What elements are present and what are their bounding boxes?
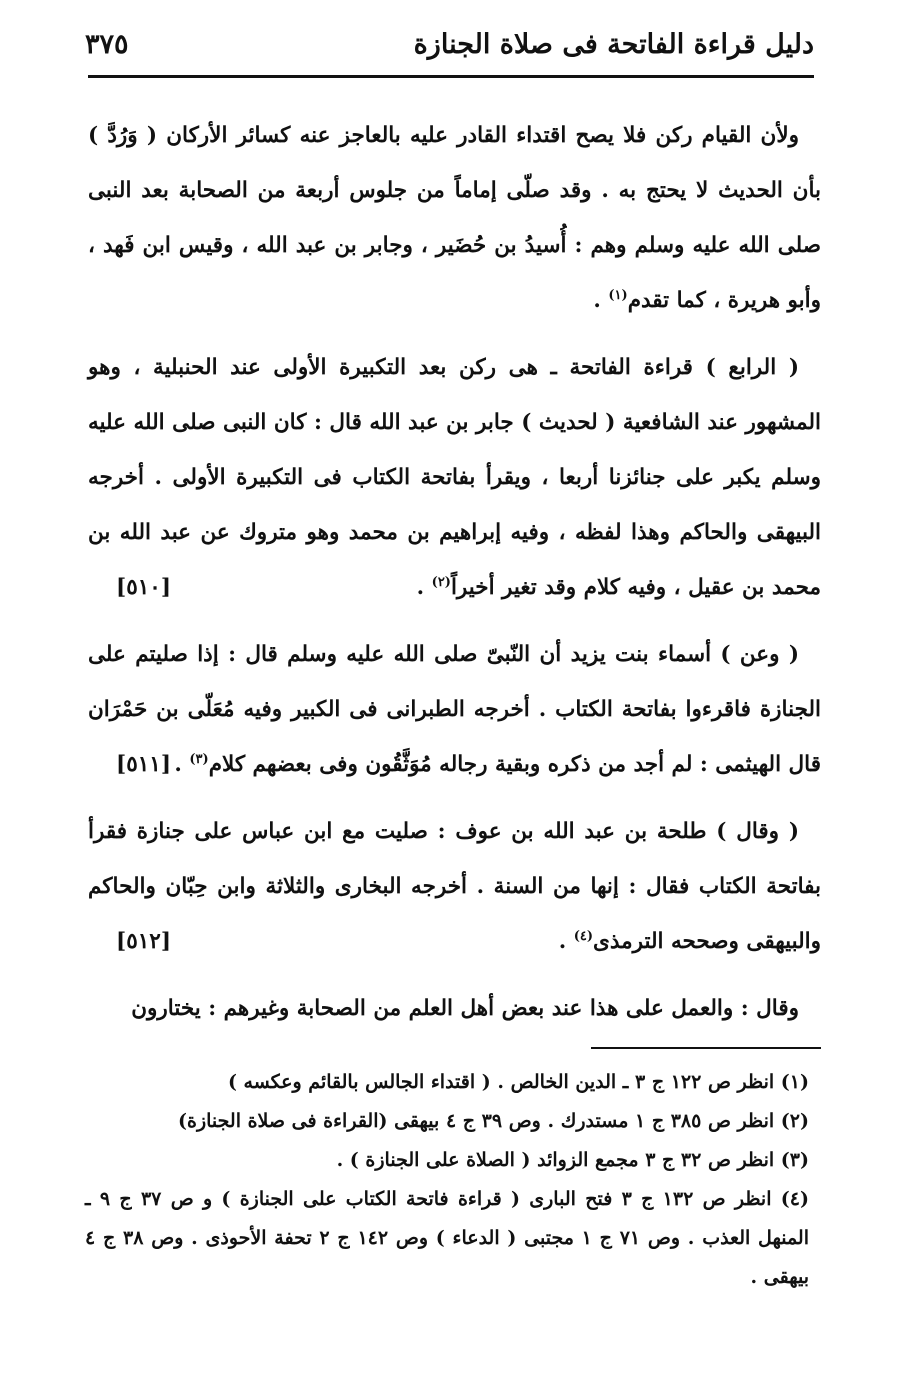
- paragraph-text: ( الرابع ) قراءة الفاتحة ـ هى ركن بعد التكبيرة الأولى عند الحنبلية ، وهو المشهور عند الشافعية ( لحديث ) جابر بن عبد الله قال : كان النبى صلى الله عليه وسلم يكبر على جنائزنا أربعا ، ويقرأ بفاتحة الكتاب فى التكبيرة الأولى . أخرجه البيهقى والحاكم وهذا لفظه ، وفيه إبراهيم بن محمد وهو متروك عن عبد الله بن محمد بن عقيل ، وفيه كلام وقد تغير أخيراً: [88, 355, 821, 600]
- footnote-rule: [591, 1047, 821, 1049]
- hadith-number: [٥١٢]: [116, 929, 172, 954]
- footnote-1: (١) انظر ص ١٢٢ ج ٣ ـ الدين الخالص . ( اقتداء الجالس بالقائم وعكسه ): [227, 1071, 809, 1093]
- footnote-4: (٤) انظر ص ١٣٢ ج ٣ فتح البارى ( قراءة فاتحة الكتاب على الجنازة ) و ص ٣٧ ج ٩ ـ المنهل العذب . وص ٧١ ج ١ مجتبى ( الدعاء ) وص ١٤٢ ج ٢ تحفة الأحوذى . وص ٣٨ ج ٤ بيهقى .: [85, 1188, 810, 1288]
- hadith-number: [٥١٠]: [116, 575, 172, 600]
- footnote-2: (٢) انظر ص ٣٨٥ ج ١ مستدرك . وص ٣٩ ج ٤ بيهقى (القراءة فى صلاة الجنازة): [178, 1110, 809, 1132]
- footnote-marker: (٢): [431, 574, 451, 590]
- paragraph-end: .: [174, 752, 190, 777]
- paragraph-text: ( وقال ) طلحة بن عبد الله بن عوف : صليت مع ابن عباس على جنازة فقرأ بفاتحة الكتاب فقال : إنها من السنة . أخرجه البخارى والثلاثة وابن حِبّان والحاكم والبيهقى وصححه الترمذى: [88, 819, 821, 954]
- body-text: [88, 108, 821, 1046]
- paragraph-text: ولأن القيام ركن فلا يصح اقتداء القادر عليه بالعاجز عنه كسائر الأركان ( وَرُدَّ ) بأن الحديث لا يحتج به . وقد صلّى إماماً من جلوس أربعة من الصحابة بعد النبى صلى الله عليه وسلم وهم : أُسيدُ بن حُضَير ، وجابر بن عبد الله ، وقيس ابن فَهد ، وأبو هريرة ، كما تقدم: [88, 123, 821, 313]
- footnote-3: (٣) انظر ص ٣٢ ج ٣ مجمع الزوائد ( الصلاة على الجنازة ) .: [336, 1149, 809, 1171]
- header-rule: [88, 75, 814, 78]
- paragraph-5: [88, 981, 821, 1036]
- footnote-marker: (١): [608, 287, 628, 303]
- page-number: ٣٧٥: [85, 28, 129, 60]
- paragraph-4: [88, 804, 821, 969]
- paragraph-end: .: [593, 288, 609, 313]
- hadith-number: [٥١١]: [116, 752, 172, 777]
- footnote-marker: (٤): [573, 928, 593, 944]
- paragraph-end: .: [416, 575, 432, 600]
- running-title: دليل قراءة الفاتحة فى صلاة الجنازة: [413, 28, 814, 60]
- page-header: [85, 22, 814, 66]
- paragraph-2: [88, 340, 821, 615]
- paragraph-3: [88, 627, 821, 792]
- paragraph-end: .: [558, 929, 574, 954]
- footnote-marker: (٣): [189, 751, 209, 767]
- paragraph-1: [88, 108, 821, 328]
- paragraph-text: وقال : والعمل على هذا عند بعض أهل العلم من الصحابة وغيرهم : يختارون: [131, 996, 799, 1021]
- footnotes: [85, 1063, 809, 1297]
- paragraph-text: ( وعن ) أسماء بنت يزيد أن النّبىّ صلى الله عليه وسلم قال : إذا صليتم على الجنازة فاقرءوا بفاتحة الكتاب . أخرجه الطبرانى فى الكبير وفيه مُعَلّى بن حَمْرَان قال الهيثمى : لم أجد من ذكره وبقية رجاله مُوَثَّقُون وفى بعضهم كلام: [88, 642, 821, 777]
